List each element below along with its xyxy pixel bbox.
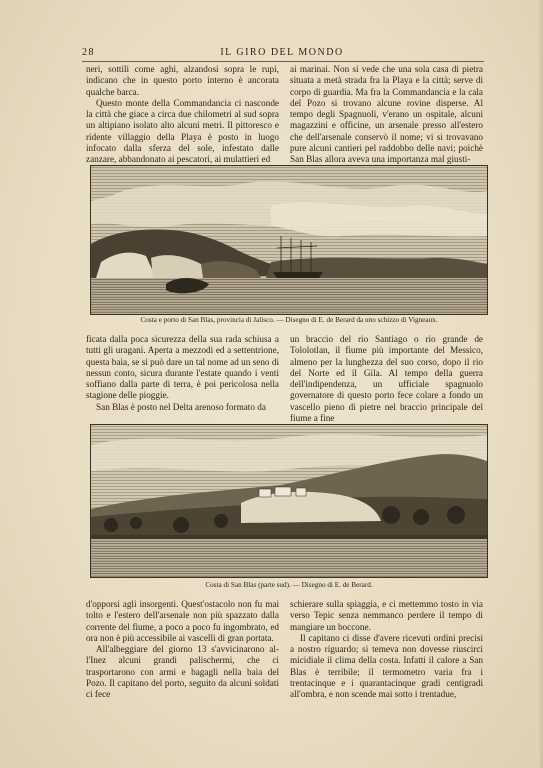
running-title: IL GIRO DEL MONDO	[220, 47, 344, 58]
page-header	[80, 47, 484, 61]
paragraph: ai marinai. Non si vede che una sola casa di pietra situata a metà strada fra la Playa e la città; serve di corpo di guardia. Ma fra la Commandancia e la cala del Pozo si trovano alcune rovine disperse. Al tempo degli Spagnuoli, v'erano un ospitale, alcuni magazzini e officine, un arsenale presso all'estero che dell'arsenale conservò il nome; vi si trovavano pure alcuni cantieri pel raddobbo delle navi; poichè San Blas allora aveva una importanza mal giusti-	[290, 64, 483, 165]
figure-caption: Costa di San Blas (parte sud). — Disegno di E. de Berard.	[205, 581, 373, 589]
paragraph: Il capitano ci disse d'avere ricevuti ordini precisi a nostro riguardo; si temeva non dovesse riuscirci micidiale il clima della costa. Infatti il calore a San Blas è terribile; il termometro varia fra i trentacinque e i quarantacinque gradi centigradi all'ombra, e non scende mai sotto i trentadue,	[290, 632, 483, 700]
text-column-left-bottom	[86, 599, 279, 700]
header-rule	[82, 61, 484, 62]
paragraph: d'opporsi agli insorgenti. Quest'ostacolo non fu mai tolto e l'estero dell'arsenale non più spazzato dalla corrente del fiume, a poco a poco fu ingombrato, ed ora non è più accessibile ai vascelli di gran portata.	[86, 599, 279, 643]
figure-san-blas-coast	[90, 424, 488, 589]
engraving-san-blas-port	[90, 165, 488, 315]
paragraph: neri, sottili come aghi, alzandosi sopra le rupi, indicano che in questo porto interno è ancorata qualche barca.	[86, 64, 279, 97]
figure-caption: Costa e porto di San Blas, provincia di Jalisco. — Disegno di E. de Berard da uno schizzo di Vigneaux.	[140, 316, 438, 324]
paragraph: un braccio del rio Santiago o rio grande de Tololotlan, il fiume più importante del Messico, almeno per la lunghezza del suo corso, dopo il rio del Norte ed il Gila. Al tempo della guerra dell'indipendenza, un ufficiale spagnuolo governatore di questo porto fece colare a fondo un vascello pieno di pietre nel braccio principale del fiume a fine	[290, 334, 483, 424]
text-column-right-middle	[290, 334, 483, 424]
paragraph: ficata dalla poca sicurezza della sua rada schiusa a tutti gli uragani. Aperta a mezzodì ed a settentrione, questa baia, se si può dare un tal nome ad un seno di nessun conto, sicura durante l'estate quando i venti soffiano dalla parte di terra, è poi pericolosa nella stagione delle pioggie.	[86, 334, 279, 401]
page-edge	[537, 0, 543, 768]
paragraph: Questo monte della Commandancia ci nasconde la città che giace a circa due chilometri al sud sopra un altipiano isolato alto alcuni metri. Il pittoresco e ridente villaggio della Playa è posto in luogo infocato dalla sferza del sole, infestato dalle zanzare, abbandonato ai pescatori, ai mulattieri ed	[86, 97, 279, 165]
paragraph: schierare sulla spiaggia, e ci mettemmo tosto in via verso Tepic senza nemmanco perdere il tempo di mangiare un boccone.	[290, 599, 483, 632]
page-number: 28	[82, 47, 95, 58]
text-column-right-bottom	[290, 599, 483, 700]
text-column-left-middle	[86, 334, 279, 424]
engraving-san-blas-coast	[90, 424, 488, 578]
figure-san-blas-port	[90, 165, 488, 324]
paragraph: San Blas è posto nel Delta arenoso formato da	[96, 401, 266, 412]
text-column-left-top	[86, 64, 279, 169]
text-column-right-top	[290, 64, 483, 169]
paragraph: All'albeggiare del giorno 13 s'avvicinarono al- l'Inez alcuni grandi palischermi, che ci trasportarono con armi e bagagli nella baia del Pozo. Il capitano del porto, seguito da alcuni soldati ci fece	[86, 644, 279, 700]
